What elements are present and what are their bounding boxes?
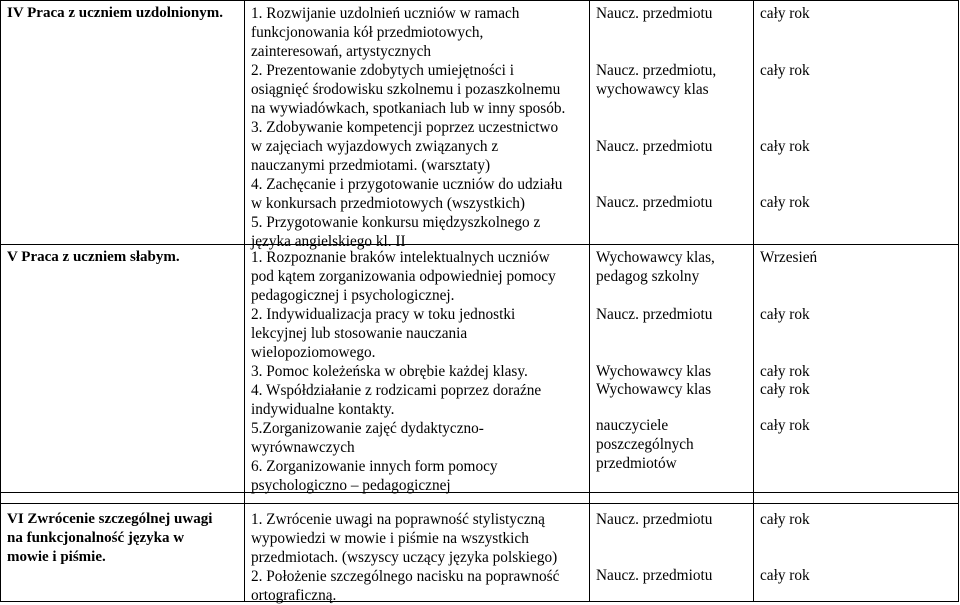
table-border-top	[0, 0, 959, 1]
task-line: 3. Zdobywanie kompetencji poprzez uczestnictwo	[251, 119, 559, 136]
responsible-cell: Naucz. przedmiotu	[596, 306, 713, 323]
task-line: lekcyjnej lub stosowanie nauczania	[251, 325, 468, 342]
section-heading	[7, 510, 212, 567]
task-line: 2. Indywidualizacja pracy w toku jednostki	[251, 306, 516, 323]
responsible-cell: przedmiotów	[596, 455, 677, 472]
task-line: 4. Współdziałanie z rodzicami poprzez doraźne	[251, 382, 542, 399]
table-border-left	[0, 0, 1, 602]
column-divider-3	[753, 0, 754, 602]
term-cell: cały rok	[760, 138, 810, 155]
task-line: zainteresowań, artystycznych	[251, 43, 432, 60]
task-line: pedagogicznej i psychologicznej.	[251, 287, 455, 304]
responsible-cell: wychowawcy klas	[596, 81, 709, 98]
task-line: w konkursach przedmiotowych (wszystkich)	[251, 195, 525, 212]
responsible-cell: Naucz. przedmiotu	[596, 138, 713, 155]
task-item	[251, 510, 559, 605]
task-line: przedmiotach. (wszyscy uczący języka polskiego)	[251, 549, 558, 566]
responsible-cell: Naucz. przedmiotu	[596, 511, 713, 528]
term-cell: cały rok	[760, 194, 810, 211]
responsible-cell: Wychowawcy klas	[596, 381, 712, 398]
task-line: na wywiadówkach, spotkaniach lub w inny sposób.	[251, 100, 566, 117]
responsible-cell: poszczególnych	[596, 436, 694, 453]
task-line: w zajęciach wyjazdowych związanych z	[251, 138, 499, 155]
table-border-right	[958, 0, 959, 602]
term-cell: cały rok	[760, 381, 810, 398]
task-line: 6. Zorganizowanie innych form pomocy	[251, 458, 498, 475]
task-line: ortograficzną.	[251, 587, 337, 604]
term-cell: Wrzesień	[760, 249, 818, 266]
term-cell: cały rok	[760, 306, 810, 323]
row-divider-3	[0, 503, 959, 504]
task-line: indywidualne kontakty.	[251, 401, 395, 418]
responsible-cell: Naucz. przedmiotu	[596, 567, 713, 584]
task-line: wyrównawczych	[251, 439, 355, 456]
task-line: 2. Prezentowanie zdobytych umiejętności i	[251, 62, 514, 79]
responsible-cell: Naucz. przedmiotu	[596, 5, 713, 22]
section-heading: V Praca z uczniem słabym.	[7, 249, 180, 265]
column-divider-1	[244, 0, 245, 602]
task-line: 1. Rozwijanie uzdolnień uczniów w ramach	[251, 5, 520, 22]
task-line: 1. Zwrócenie uwagi na poprawność stylistyczną	[251, 511, 545, 528]
task-line: 4. Zachęcanie i przygotowanie uczniów do udziału	[251, 176, 563, 193]
responsible-cell: pedagog szkolny	[596, 268, 700, 285]
responsible-cell: nauczyciele	[596, 417, 669, 434]
responsible-cell: Wychowawcy klas,	[596, 249, 715, 266]
section-heading-line: mowie i piśmie.	[7, 549, 106, 565]
term-cell: cały rok	[760, 363, 810, 380]
task-line: 3. Pomoc koleżeńska w obrębie każdej klasy.	[251, 363, 528, 380]
task-line: 2. Położenie szczególnego nacisku na poprawność	[251, 568, 560, 585]
term-cell: cały rok	[760, 511, 810, 528]
task-item	[251, 248, 556, 495]
task-line: nauczanymi przedmiotami. (warsztaty)	[251, 157, 491, 174]
task-line: wypowiedzi w mowie i piśmie na wszystkich	[251, 530, 529, 547]
task-line: języka angielskiego kl. II	[251, 233, 406, 250]
task-line: 1. Rozpoznanie braków intelektualnych uczniów	[251, 249, 550, 266]
responsible-cell: Naucz. przedmiotu	[596, 194, 713, 211]
task-line: osiągnięć środowisku szkolnemu i pozaszkolnemu	[251, 81, 561, 98]
task-line: 5.Zorganizowanie zajęć dydaktyczno-	[251, 420, 484, 437]
responsible-cell: Naucz. przedmiotu,	[596, 62, 717, 79]
task-line: psychologiczno – pedagogicznej	[251, 477, 451, 494]
term-cell: cały rok	[760, 5, 810, 22]
section-heading-line: VI Zwrócenie szczególnej uwagi	[7, 511, 213, 527]
section-heading-line: na funkcjonalność języka w	[7, 530, 185, 546]
task-line: funkcjonowania kół przedmiotowych,	[251, 24, 484, 41]
task-line: 5. Przygotowanie konkursu międzyszkolnego z	[251, 214, 541, 231]
term-cell: cały rok	[760, 567, 810, 584]
task-line: pod kątem zorganizowania odpowiedniej pomocy	[251, 268, 556, 285]
term-cell: cały rok	[760, 417, 810, 434]
section-heading: IV Praca z uczniem uzdolnionym.	[7, 5, 223, 21]
column-divider-2	[589, 0, 590, 602]
responsible-cell: Wychowawcy klas	[596, 363, 712, 380]
task-item	[251, 4, 565, 251]
term-cell: cały rok	[760, 62, 810, 79]
task-line: wielopoziomowego.	[251, 344, 376, 361]
